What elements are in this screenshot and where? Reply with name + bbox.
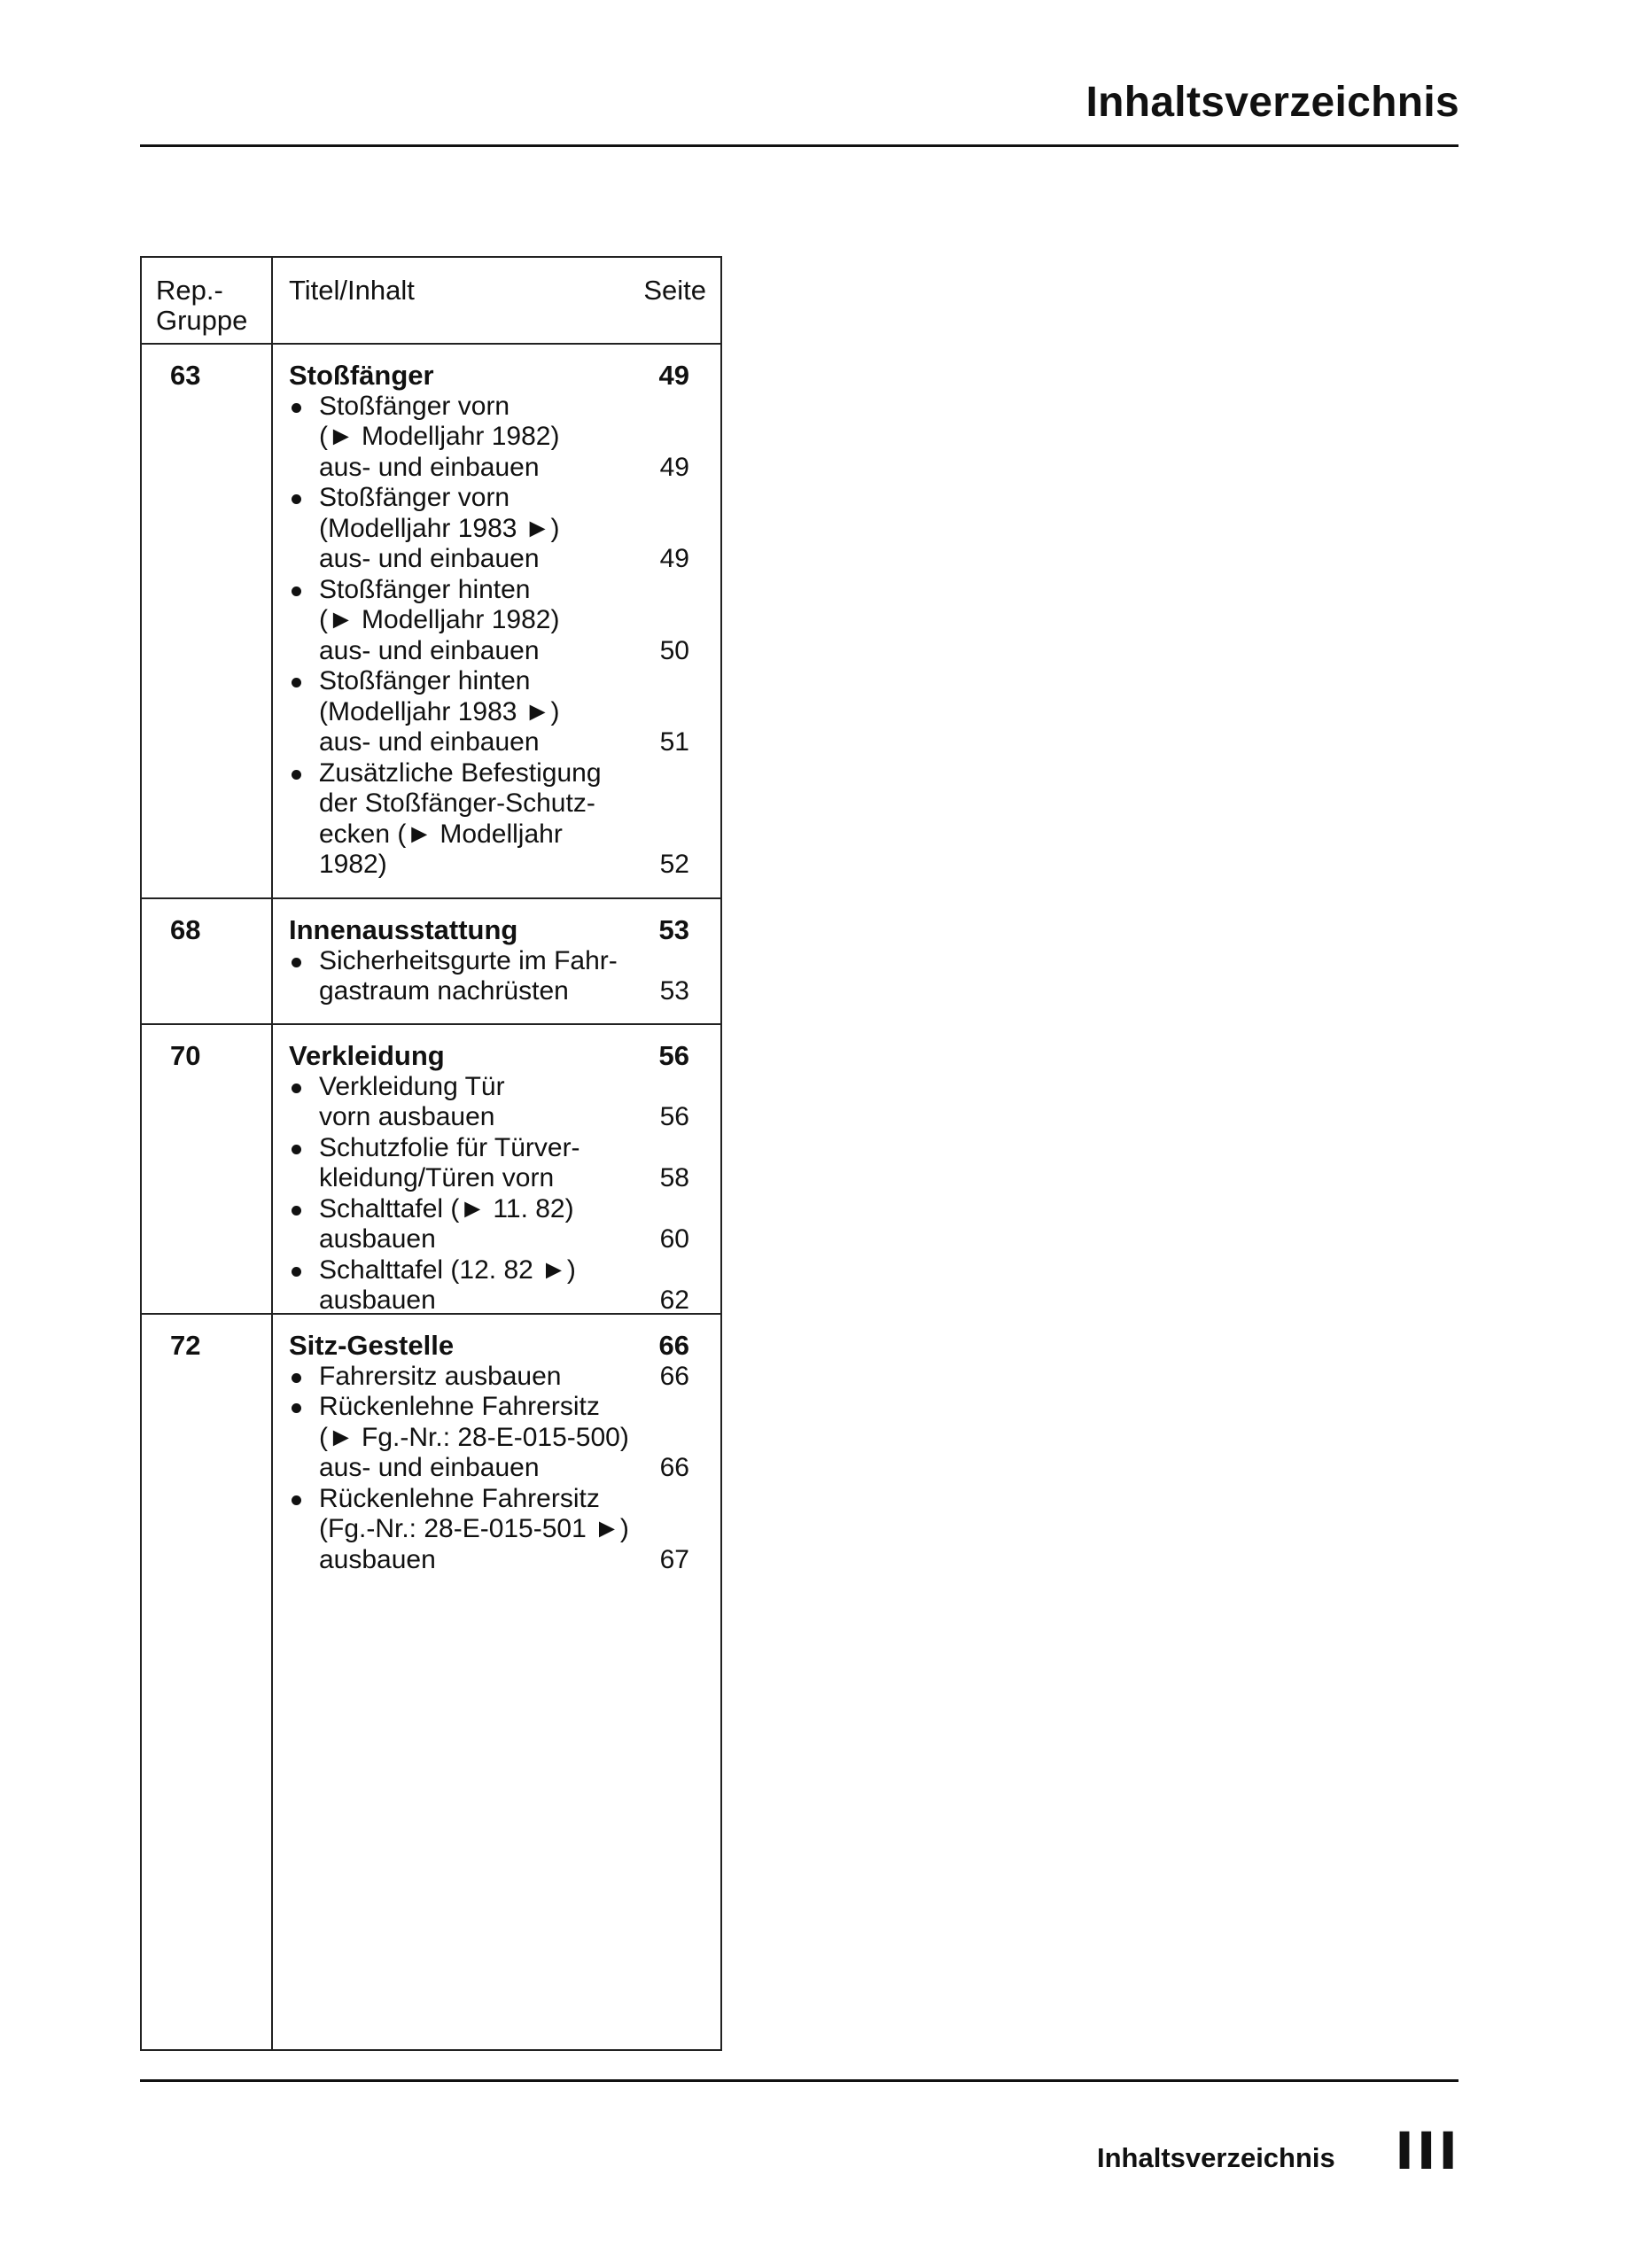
page-number: 62 <box>659 1285 689 1315</box>
toc-entry-line <box>289 1453 689 1484</box>
toc-entry-line <box>289 727 689 758</box>
toc-entry-line <box>289 946 689 977</box>
entry-text: (Modelljahr 1983 ►) <box>319 696 560 726</box>
chapter-title: Verkleidung <box>289 1040 445 1071</box>
footer-rule <box>140 2079 1458 2082</box>
header-rule <box>140 144 1458 147</box>
toc-entry-line <box>289 1194 689 1225</box>
page-number: 53 <box>659 976 689 1006</box>
entry-text: Schalttafel (► 11. 82) <box>319 1193 574 1223</box>
bullet-icon <box>292 958 301 967</box>
repair-group-number: 70 <box>170 1040 201 1071</box>
page-number: 66 <box>659 1361 689 1391</box>
toc-entry-line <box>289 1392 689 1423</box>
toc-entry-line <box>289 1285 689 1317</box>
bullet-icon <box>292 1145 301 1154</box>
page-number: 56 <box>659 1102 689 1131</box>
entry-text: 1982) <box>319 850 387 879</box>
page-number: 50 <box>659 635 689 665</box>
page-number: 58 <box>659 1163 689 1192</box>
page-number: 51 <box>659 727 689 757</box>
col-header-group-line1: Rep.- <box>156 275 223 306</box>
entry-text: aus- und einbauen <box>319 727 540 757</box>
chapter-title: Sitz-Gestelle <box>289 1330 455 1361</box>
entry-text: Zusätzliche Befestigung <box>319 757 602 788</box>
toc-entry-line <box>289 758 689 789</box>
col-header-group <box>156 276 247 336</box>
bullet-icon <box>292 770 301 780</box>
toc-section <box>142 1023 720 1315</box>
toc-entry-line <box>289 1224 689 1255</box>
entry-text: Stoßfänger hinten <box>319 574 531 604</box>
toc-header-row <box>142 258 720 345</box>
toc-entry-line <box>289 575 689 606</box>
entry-text: Schutzfolie für Türver- <box>319 1132 580 1162</box>
bullet-icon <box>292 1403 301 1413</box>
bullet-icon <box>292 1206 301 1216</box>
toc-section <box>142 343 720 899</box>
toc-chapter-title-row <box>289 1041 689 1072</box>
page-number: 60 <box>659 1224 689 1254</box>
toc-entry-line <box>289 483 689 514</box>
toc-chapter-title-row <box>289 915 689 946</box>
toc-entry-line <box>289 422 689 453</box>
chapter-title: Innenausstattung <box>289 914 518 945</box>
entry-text: vorn ausbauen <box>319 1102 495 1131</box>
page-number: 66 <box>659 1453 689 1482</box>
bullet-icon <box>292 494 301 504</box>
page-number: 53 <box>658 914 689 945</box>
toc-entry-line <box>289 1484 689 1515</box>
entry-text: Stoßfänger hinten <box>319 666 531 695</box>
bullet-icon <box>292 1267 301 1277</box>
toc-entry-line <box>289 788 689 819</box>
toc-entry-line <box>289 1133 689 1164</box>
page-number: 52 <box>659 850 689 879</box>
entry-text: aus- und einbauen <box>319 1453 540 1482</box>
entry-text: gastraum nachrüsten <box>319 976 569 1006</box>
toc-table <box>140 256 722 2051</box>
entry-text: Stoßfänger vorn <box>319 391 510 421</box>
entry-text: aus- und einbauen <box>319 544 540 573</box>
toc-entry-line <box>289 697 689 728</box>
toc-entry-line <box>289 1423 689 1454</box>
footer-page-number: III <box>1395 2121 1460 2181</box>
footer-label: Inhaltsverzeichnis <box>1097 2142 1335 2173</box>
toc-entry-line <box>289 453 689 484</box>
toc-entry-line <box>289 819 689 850</box>
toc-entry-line <box>289 1102 689 1133</box>
toc-entry-line <box>289 1362 689 1393</box>
entry-text: Stoßfänger vorn <box>319 483 510 512</box>
entry-text: der Stoßfänger-Schutz- <box>319 788 595 818</box>
col-header-page: Seite <box>643 275 706 306</box>
entry-text: (► Modelljahr 1982) <box>319 422 560 451</box>
entry-text: Sicherheitsgurte im Fahr- <box>319 945 618 975</box>
toc-entry-line <box>289 666 689 697</box>
toc-entry-line <box>289 514 689 545</box>
entry-text: Verkleidung Tür <box>319 1071 505 1101</box>
repair-group-number: 68 <box>170 914 201 945</box>
toc-section <box>142 1313 720 2053</box>
toc-entries <box>289 915 689 1007</box>
toc-entries <box>289 361 689 881</box>
page-header-title: Inhaltsverzeichnis <box>1085 79 1459 126</box>
entry-text: aus- und einbauen <box>319 452 540 482</box>
entry-text: (► Fg.-Nr.: 28-E-015-500) <box>319 1422 629 1452</box>
entry-text: Rückenlehne Fahrersitz <box>319 1483 600 1513</box>
entry-text: (Modelljahr 1983 ►) <box>319 513 560 543</box>
bullet-icon <box>292 403 301 413</box>
toc-entry-line <box>289 1514 689 1545</box>
toc-entry-line <box>289 850 689 881</box>
bullet-icon <box>292 1495 301 1505</box>
toc-entry-line <box>289 1255 689 1286</box>
toc-entry-line <box>289 392 689 423</box>
col-header-group-line2: Gruppe <box>156 305 248 336</box>
entry-text: ausbauen <box>319 1285 436 1315</box>
entry-text: (Fg.-Nr.: 28-E-015-501 ►) <box>319 1514 629 1543</box>
entry-text: aus- und einbauen <box>319 635 540 665</box>
chapter-title: Stoßfänger <box>289 360 434 391</box>
bullet-icon <box>292 1373 301 1383</box>
toc-chapter-title-row <box>289 1331 689 1362</box>
toc-entry-line <box>289 1163 689 1194</box>
toc-entry-line <box>289 976 689 1007</box>
page-number: 49 <box>659 452 689 482</box>
entry-text: Fahrersitz ausbauen <box>319 1361 562 1391</box>
bullet-icon <box>292 586 301 596</box>
toc-entry-line <box>289 1545 689 1576</box>
entry-text: (► Modelljahr 1982) <box>319 605 560 634</box>
toc-entries <box>289 1331 689 1575</box>
entry-text: Schalttafel (12. 82 ►) <box>319 1254 576 1285</box>
toc-entry-line <box>289 605 689 636</box>
toc-section <box>142 897 720 1025</box>
entry-text: Rückenlehne Fahrersitz <box>319 1392 600 1421</box>
repair-group-number: 63 <box>170 360 201 391</box>
toc-entry-line <box>289 1072 689 1103</box>
repair-group-number: 72 <box>170 1330 201 1361</box>
col-header-title: Titel/Inhalt <box>289 275 415 306</box>
entry-text: kleidung/Türen vorn <box>319 1163 555 1192</box>
page-number: 49 <box>659 544 689 573</box>
entry-text: ausbauen <box>319 1544 436 1574</box>
toc-entry-line <box>289 636 689 667</box>
bullet-icon <box>292 678 301 687</box>
toc-entries <box>289 1041 689 1317</box>
page-number: 56 <box>658 1040 689 1071</box>
bullet-icon <box>292 1084 301 1093</box>
entry-text: ausbauen <box>319 1224 436 1254</box>
page-number: 66 <box>658 1330 689 1361</box>
toc-entry-line <box>289 544 689 575</box>
toc-chapter-title-row <box>289 361 689 392</box>
page-number: 67 <box>659 1544 689 1574</box>
entry-text: ecken (► Modelljahr <box>319 819 563 849</box>
page-number: 49 <box>658 360 689 391</box>
